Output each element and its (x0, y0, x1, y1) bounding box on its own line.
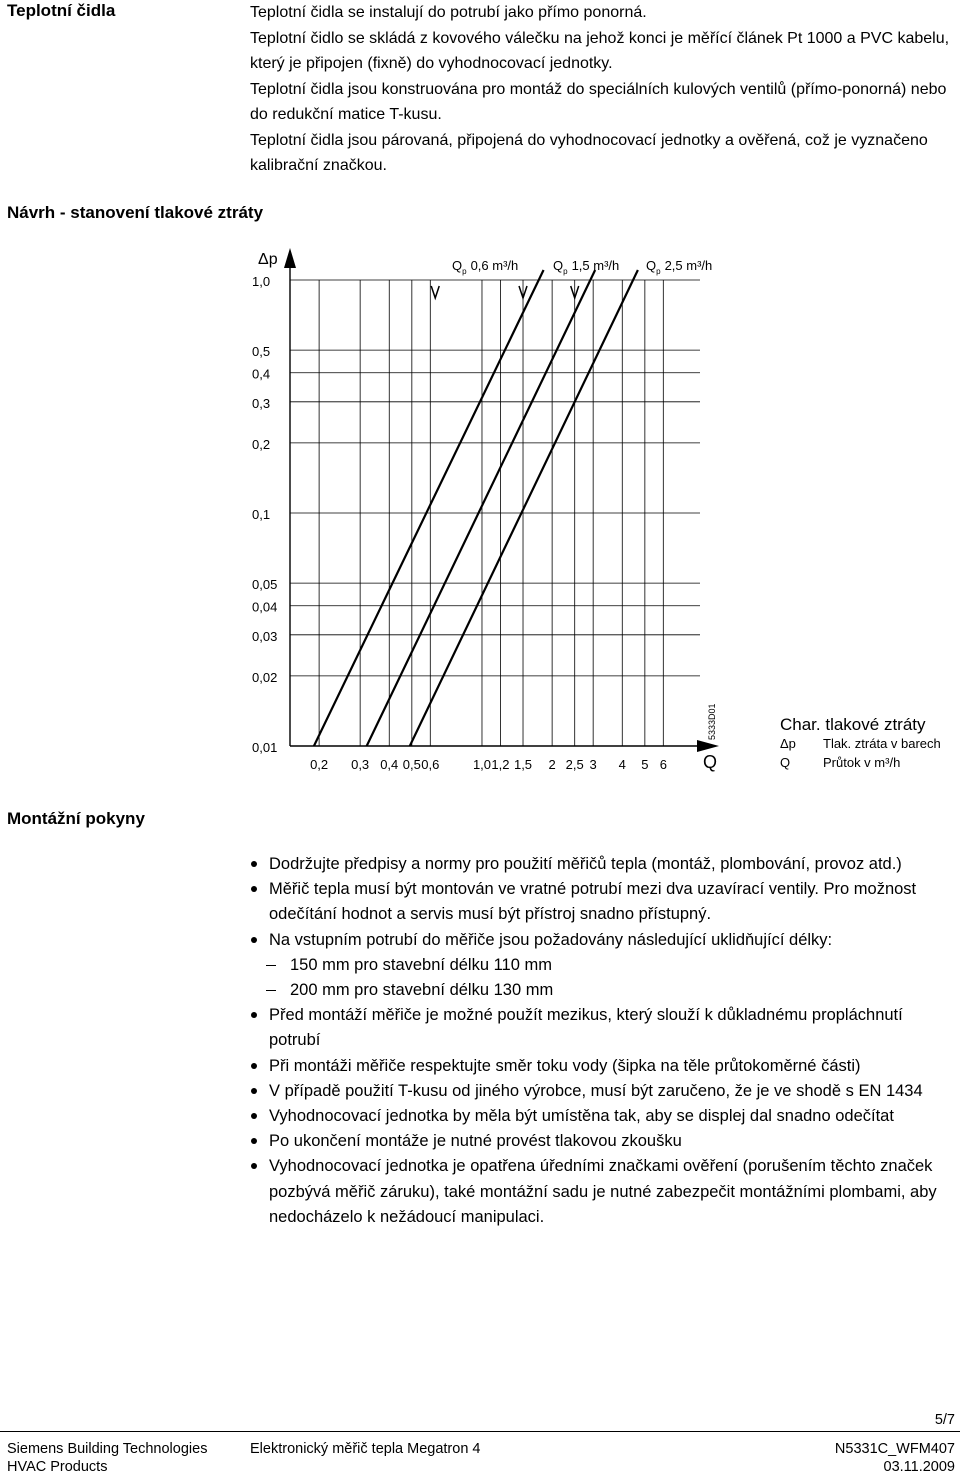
footer-date: 03.11.2009 (883, 1459, 955, 1475)
x-tick-label: 0,3 (351, 757, 370, 772)
list-item: Při montáži měřiče respektujte směr toku vody (šipka na těle průtokoměrné části) (250, 1054, 955, 1079)
y-tick-label: 0,04 (252, 599, 278, 615)
series-label: $Q_p$ 0,6 m³/h (452, 258, 519, 276)
footer-divider (0, 1431, 960, 1432)
series-labels (452, 258, 712, 276)
x-axis-ticks (310, 757, 667, 772)
x-tick-label: 5 (641, 757, 649, 772)
list-item: Dodržujte předpisy a normy pro použití měřičů tepla (montáž, plombování, provoz atd.) (250, 852, 955, 877)
series-label: $Q_p$ 2,5 m³/h (646, 258, 713, 276)
legend-symbol-dp: Δp (780, 736, 796, 751)
x-tick-label: 1,0 (472, 757, 492, 772)
bullet-icon (251, 1138, 257, 1144)
chart-code: 5333D01 (707, 703, 717, 740)
x-tick-label: 0,6 (421, 757, 440, 772)
chart-title: Char. tlakové ztráty (780, 715, 926, 734)
x-tick-label: 4 (618, 757, 626, 772)
y-axis-label: Δp (258, 251, 278, 268)
list-item: Před montáží měřiče je možné použít mezikus, který slouží k důkladnému propláchnutí potrubí (250, 1003, 955, 1053)
bullet-icon (251, 861, 257, 867)
sensors-paragraph-1: Teplotní čidla se instalují do potrubí jako přímo ponorná. (250, 4, 647, 21)
sensors-text (250, 0, 950, 179)
footer-company: Siemens Building Technologies (7, 1441, 208, 1457)
pressure-loss-chart (0, 240, 960, 785)
list-item: Vyhodnocovací jednotka je opatřena úředními značkami ověření (porušením těchto značek pozbývá měřič záruku), také montážní sadu je nutné zabezpečit montážními plombami, aby nedocházelo k nežádoucí manipulaci. (250, 1154, 955, 1230)
mounting-instructions-list (250, 852, 955, 1230)
series-label: $Q_p$ 1,5 m³/h (553, 258, 620, 276)
y-tick-label: 0,1 (252, 507, 271, 522)
y-tick-label: 1,0 (252, 274, 271, 289)
x-axis-label: Q (703, 752, 718, 772)
x-tick-label: 1,2 (491, 757, 510, 772)
list-item: Po ukončení montáže je nutné provést tlakovou zkoušku (250, 1129, 955, 1154)
bullet-icon (251, 1088, 257, 1094)
chart-curves (314, 270, 638, 746)
sensors-paragraph-4: Teplotní čidla jsou párovaná, připojená do vyhodnocovací jednotky a ověřená, což je vyznačeno kalibrační značkou. (250, 131, 928, 174)
section-title-mounting: Montážní pokyny (7, 809, 145, 828)
series-line (367, 270, 595, 746)
bullet-icon (251, 886, 257, 892)
x-tick-label: 2 (548, 757, 556, 772)
chart-marks (284, 248, 719, 752)
page-number: 5/7 (934, 1412, 955, 1428)
y-axis-ticks (252, 274, 277, 755)
list-item: Měřič tepla musí být montován ve vratné potrubí mezi dva uzavírací ventily. Pro možnost odečítání hodnot a servis musí být přístroj snadno přístupný. (250, 877, 955, 927)
legend-symbol-q: Q (780, 755, 791, 770)
bullet-icon (251, 1012, 257, 1018)
y-tick-label: 0,01 (252, 740, 278, 755)
legend-text-dp: Tlak. ztráta v barech (823, 736, 941, 751)
dash-icon (266, 965, 276, 966)
footer-division: HVAC Products (7, 1459, 108, 1475)
list-subitem: 200 mm pro stavební délku 130 mm (250, 978, 955, 1003)
y-tick-label: 0,5 (252, 344, 271, 360)
y-tick-label: 0,3 (252, 395, 271, 411)
bullet-icon (251, 937, 257, 943)
y-tick-label: 0,02 (252, 669, 278, 685)
bullet-icon (251, 1113, 257, 1119)
footer-doc-number: N5331C_WFM407 (834, 1441, 955, 1457)
legend-text-q: Průtok v m³/h (823, 755, 901, 770)
y-tick-label: 0,4 (252, 366, 271, 382)
dash-icon (266, 990, 276, 991)
y-tick-label: 0,03 (252, 628, 278, 644)
section-title-sensors: Teplotní čidla (7, 1, 116, 20)
series-nominal-marker-icon (431, 286, 439, 298)
chart-grid (290, 280, 700, 746)
y-tick-label: 0,2 (252, 436, 271, 452)
x-tick-label: 0,4 (380, 757, 399, 772)
x-tick-label: 2,5 (565, 757, 584, 772)
x-tick-label: 6 (659, 757, 667, 772)
footer-product: Elektronický měřič tepla Megatron 4 (250, 1441, 481, 1457)
x-tick-label: 0,2 (310, 757, 329, 772)
list-item: Na vstupním potrubí do měřiče jsou požadovány následující uklidňující délky: (250, 928, 955, 953)
series-line (314, 270, 544, 746)
bullet-icon (251, 1063, 257, 1069)
y-axis-arrow-icon (284, 248, 296, 268)
list-item: V případě použití T-kusu od jiného výrobce, musí být zaručeno, že je ve shodě s EN 1434 (250, 1079, 955, 1104)
x-tick-label: 3 (589, 757, 597, 772)
x-axis-arrow-icon (697, 740, 719, 752)
bullet-icon (251, 1163, 257, 1169)
list-item: Vyhodnocovací jednotka by měla být umístěna tak, aby se displej dal snadno odečítat (250, 1104, 955, 1129)
series-line (410, 270, 638, 746)
sensors-paragraph-3: Teplotní čidla jsou konstruována pro montáž do speciálních kulových ventilů (přímo-ponorná) nebo do redukční matice T-kusu. (250, 80, 947, 123)
list-subitem: 150 mm pro stavební délku 110 mm (250, 953, 955, 978)
sensors-paragraph-2: Teplotní čidlo se skládá z kovového válečku na jehož konci je měřící článek Pt 1000 a PVC kabelu, který je připojen (fixně) do vyhodnocovací jednotky. (250, 29, 950, 72)
x-tick-label: 1,5 (513, 757, 533, 772)
x-tick-label: 0,5 (402, 757, 421, 772)
section-title-design: Návrh - stanovení tlakové ztráty (7, 203, 264, 222)
y-tick-label: 0,05 (252, 577, 278, 593)
